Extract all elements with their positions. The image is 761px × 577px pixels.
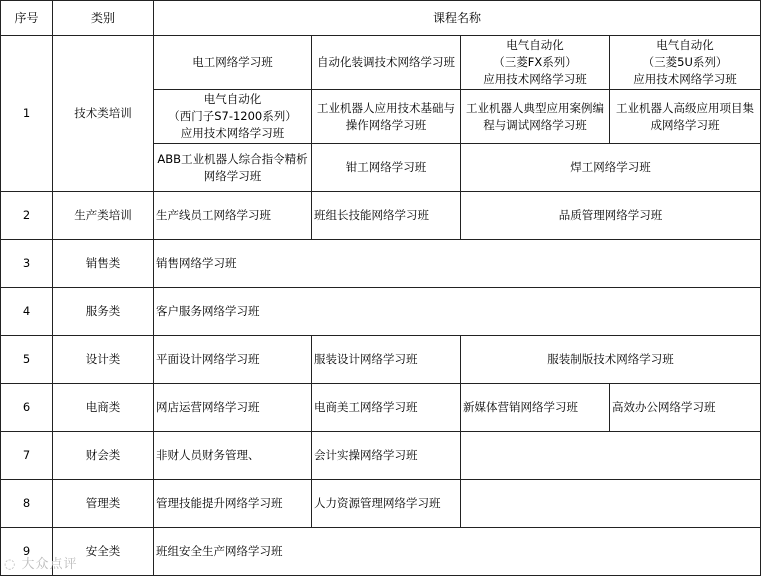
course-cell: 工业机器人高级应用项目集成网络学习班 [610, 90, 761, 144]
empty-cell [461, 480, 761, 528]
row-category: 服务类 [53, 288, 154, 336]
row-no: 8 [1, 480, 53, 528]
table-row [1, 336, 761, 384]
watermark-text: 大众点评 [21, 557, 78, 572]
row-category: 技术类培训 [53, 36, 154, 192]
course-cell: 非财人员财务管理、 [154, 432, 312, 480]
course-cell: 高效办公网络学习班 [610, 384, 761, 432]
course-cell: 电商美工网络学习班 [312, 384, 461, 432]
header-course: 课程名称 [154, 1, 761, 36]
row-no: 6 [1, 384, 53, 432]
course-cell: 平面设计网络学习班 [154, 336, 312, 384]
row-category: 电商类 [53, 384, 154, 432]
row-no: 3 [1, 240, 53, 288]
table-row [1, 384, 761, 432]
watermark [4, 553, 78, 572]
course-cell: 销售网络学习班 [154, 240, 761, 288]
row-category: 生产类培训 [53, 192, 154, 240]
course-cell: 品质管理网络学习班 [461, 192, 761, 240]
row-no: 1 [1, 36, 53, 192]
row-category: 财会类 [53, 432, 154, 480]
course-cell: 自动化装调技术网络学习班 [312, 36, 461, 90]
course-cell: 工业机器人典型应用案例编程与调试网络学习班 [461, 90, 610, 144]
empty-cell [461, 432, 761, 480]
course-cell: 电气自动化 （西门子S7-1200系列） 应用技术网络学习班 [154, 90, 312, 144]
course-cell: 网店运营网络学习班 [154, 384, 312, 432]
course-cell: 管理技能提升网络学习班 [154, 480, 312, 528]
course-cell: 班组安全生产网络学习班 [154, 528, 761, 576]
header-no: 序号 [1, 1, 53, 36]
course-cell: 电气自动化 （三菱5U系列） 应用技术网络学习班 [610, 36, 761, 90]
table-row [1, 480, 761, 528]
course-cell: ABB工业机器人综合指令精析网络学习班 [154, 144, 312, 192]
course-cell: 会计实操网络学习班 [312, 432, 461, 480]
course-cell: 生产线员工网络学习班 [154, 192, 312, 240]
header-row [1, 1, 761, 36]
course-cell: 客户服务网络学习班 [154, 288, 761, 336]
row-category: 管理类 [53, 480, 154, 528]
table-row [1, 36, 761, 90]
watermark-logo-icon: ◌ [4, 557, 17, 572]
row-category: 设计类 [53, 336, 154, 384]
course-cell: 人力资源管理网络学习班 [312, 480, 461, 528]
row-no: 5 [1, 336, 53, 384]
row-category: 销售类 [53, 240, 154, 288]
header-category: 类别 [53, 1, 154, 36]
table-row [1, 240, 761, 288]
course-cell: 服装设计网络学习班 [312, 336, 461, 384]
table-row [1, 192, 761, 240]
table-row [1, 432, 761, 480]
row-no: 7 [1, 432, 53, 480]
row-no: 2 [1, 192, 53, 240]
course-cell: 班组长技能网络学习班 [312, 192, 461, 240]
course-cell: 工业机器人应用技术基础与操作网络学习班 [312, 90, 461, 144]
course-cell: 新媒体营销网络学习班 [461, 384, 610, 432]
row-no: 9 [1, 528, 53, 576]
course-cell: 服装制版技术网络学习班 [461, 336, 761, 384]
course-cell: 电气自动化 （三菱FX系列） 应用技术网络学习班 [461, 36, 610, 90]
course-cell: 钳工网络学习班 [312, 144, 461, 192]
table-row [1, 528, 761, 576]
course-cell: 焊工网络学习班 [461, 144, 761, 192]
row-category: 安全类 [53, 528, 154, 576]
row-no: 4 [1, 288, 53, 336]
course-cell: 电工网络学习班 [154, 36, 312, 90]
table-row [1, 288, 761, 336]
